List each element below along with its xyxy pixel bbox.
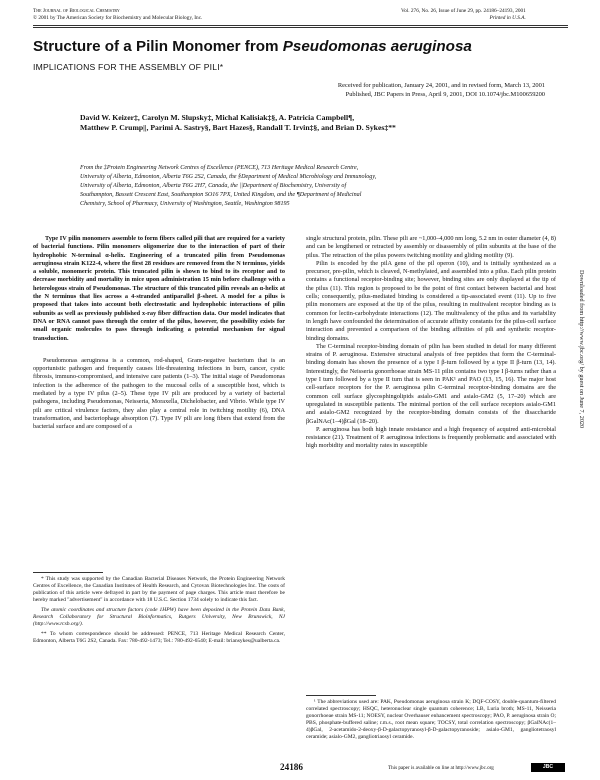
received-date: Received for publication, January 24, 2001, and in revised form, March 13, 2001 [337, 82, 545, 89]
affiliation-line-5: Chemistry, School of Pharmacy, University of Washington, Seattle, Washington 98195 [80, 201, 290, 208]
body-paragraph-2: Pilin is encoded by the pilA gene of the pil operon (10), and is initially synthesized as a precursor, pre-pilin, which is cleaved, N-methylated, and assembled into a pilus. Each pilin protein contains a functional receptor-binding site; however, binding sites are only displayed at the tip of the pilus (11). This region is proposed to be the point of first contact between bacterial and host cells; consequently, pilus-mediated binding is considered a tip-associated event (11). Up to five pilin monomers are exposed at the tip of the pilus, resulting in multivalent receptor binding as is common for lectin-carbohydrate interactions (12). The multivalency of the pilus and its variability in length have confounded the determination of accurate affinity constants for the pilus-cell surface interaction and prevented a comparison of the binding affinities of pili and synthetic receptor-binding domains. [306, 259, 556, 342]
copyright-line: © 2001 by The American Society for Biochemistry and Molecular Biology, Inc. [33, 14, 203, 21]
article-title [33, 38, 573, 55]
affiliation-line-2: University of Alberta, Edmonton, Alberta T6G 2S2, Canada, the §Department of Medical Microbiology and Immunology, [80, 174, 377, 181]
affiliation-line-4: Southampton, Bassett Crescent East, Southampton SO16 7PX, United Kingdom, and the ¶Department of Medicinal [80, 192, 362, 199]
header-rule-bottom [33, 27, 568, 28]
journal-header-right [401, 8, 526, 21]
affiliation-line-3: University of Alberta, Edmonton, Alberta T6G 2H7, Canada, the ||Department of Biochemistry, University of [80, 183, 347, 190]
abstract [33, 235, 285, 343]
footnote-rule-right [306, 695, 376, 696]
intro-paragraph-1: Pseudomonas aeruginosa is a common, rod-shaped, Gram-negative bacterium that is an opportunistic pathogen and frequently causes life-threatening infections in burn, cancer, cystic fibrosis, immuno-compromised, and intensive care patients (1–3). The initial stage of Pseudomonas infection is the adherence of the pathogen to the mucosal cells of a susceptible host, which is mediated by a type IV pilus (2–5). These type IV pili are produced by a variety of bacterial pathogens, including Pseudomonas, Neisseria, Moraxella, Dichelobacter, and Vibrio. While type IV pili are critical virulence factors, they also play a central role in twitching motility (6), DNA transformation, and bacteriophage absorption (7). Type IV pili are long fibers that extend from the bacterial surface and are composed of a [33, 356, 285, 431]
body-paragraph-3: The C-terminal receptor-binding domain of pilin has been studied in detail for many different strains of P. aeruginosa. Extensive structural analysis of free peptides that form the C-terminal-binding domain has shown the presence of a type I β-turn followed by a type II β-turn (13, 14). Interestingly, the Neisseria gonorrhoeae strain MS-11 pilin contains two type I β-turns rather than a type I turn followed by a type II turn that is seen in PAK¹ and PAO (13, 15, 16). The major host cell-surface receptors for the P. aeruginosa pilin C-terminal receptor-binding domains are the common cell surface glycosphingolipids asialo-GM1 and asialo-GM2 (5, 17–20) which are upregulated in susceptible patients. The minimal portion of the cell surface receptors asialo-GM1 and asialo-GM2 recognized by the receptor-binding domain consists of the disaccharide βGalNAc(1–4)βGal (18–20). [306, 342, 556, 425]
body-paragraph-4: P. aeruginosa has both high innate resistance and a high frequency of acquired anti-microbial resistance (21). Treatment of P. aeruginosa infections is frequently problematic and associated with high morbidity and mortality rates in susceptible [306, 425, 556, 450]
abbreviations-footnote: ¹ The abbreviations used are: PAK, Pseudomonas aeruginosa strain K; DQF-COSY, double-quantum-filtered correlated spectroscopy; HSQC, heteronuclear single quantum coherence; LB, Luria broth; MS-11, Neisseria gonorrhoeae strain MS-11; NOESY, nuclear Overhauser enhancement spectroscopy; PAO, P. aeruginosa strain O; PBS, phosphate-buffered saline; r.m.s., root mean square; TOCSY, total correlation spectroscopy; βGalNAc(1–4)βGal, 2-acetamido-2-deoxy-β-D-galactopyranosyl-β-D-galactopyranoside; asialo-GM1, gangliotetraosyl ceramide; asialo-GM2, gangliotriaosyl ceramide. [306, 699, 556, 741]
article-title-species: Pseudomonas aeruginosa [282, 38, 472, 55]
jbc-logo: JBC [531, 763, 565, 772]
right-column [306, 235, 556, 451]
pdb-footnote: The atomic coordinates and structure factors (code 1HPW) have been deposited in the Protein Data Bank, Research Collaboratory for Structural Bioinformatics, Rutgers University, New Brunswick, NJ (http://www.rcsb.org/). [33, 606, 285, 628]
footnote-rule-left [33, 572, 103, 573]
article-title-main: Structure of a Pilin Monomer from [33, 38, 283, 55]
correspondence-footnote: ** To whom correspondence should be addressed: PENCE, 713 Heritage Medical Research Center, Edmonton, Alberta T6G 2S2, Canada. Fax: 780-492-1473; Tel.: 780-492-6540; E-mail: briansykes@ualberta.ca. [33, 630, 285, 644]
funding-footnote: * This study was supported by the Canadian Bacterial Diseases Network, the Protein Engineering Network Centres of Excellence, the Canadian Institutes of Health Research, and Cytovax Biotechnologies Inc. The costs of publication of this article were defrayed in part by the payment of page charges. This article must therefore be hereby marked "advertisement" in accordance with 18 U.S.C. Section 1734 solely to indicate this fact. [33, 576, 285, 604]
header-rule-top [33, 25, 568, 26]
abstract-text: Type IV pilin monomers assemble to form fibers called pili that are required for a variety of bacterial functions. Pilin monomers oligomerize due to the interaction of part of their hydrophobic N-terminal α-helix. Engineering of a truncated pilin from Pseudomonas aeruginosa strain K122-4, where the first 28 residues are removed from the N terminus, yields a soluble, monomeric protein. This truncated pilin is shown to bind to its receptor and to decrease morbidity and mortality in mice upon administration 15 min before challenge with a heterologous strain of Pseudomonas. The structure of this truncated pilin reveals an α-helix at the N terminus that lies across a 4-stranded antiparallel β-sheet. A model for a pilus is proposed that takes into account both electrostatic and hydrophobic interactions of pilin subunits as well as previously published x-ray fiber diffraction data. Our model indicates that DNA or RNA cannot pass through the center of the pilus, however, the possibility exists for small organic molecules to pass through indicating a potential mechanism for signal transduction. [33, 235, 285, 342]
article-subtitle: IMPLICATIONS FOR THE ASSEMBLY OF PILI* [33, 62, 224, 72]
download-watermark: Downloaded from http://www.jbc.org/ by guest on June 7, 2020 [578, 270, 585, 429]
published-doi: Published, JBC Papers in Press, April 9, 2001, DOI 10.1074/jbc.M100659200 [345, 90, 545, 98]
printed-line: Printed in U.S.A. [489, 14, 526, 21]
affiliation-line-1: From the ‡Protein Engineering Network Centres of Excellence (PENCE), 713 Heritage Medical Research Centre, [80, 165, 359, 171]
left-column [33, 235, 285, 432]
author-list [80, 113, 550, 133]
volume-line: Vol. 276, No. 26, Issue of June 29, pp. 24186–24193, 2001 [401, 8, 526, 14]
body-paragraph-1: single structural protein, pilin. These pili are ~1,000–4,000 nm long, 5.2 nm in outer diameter (4, 8) and can be lengthened or retracted by assembly or disassembly of pilin subunits at the base of the pilus. The retraction of the pilus powers twitching motility and gliding motility (9). [306, 235, 556, 259]
journal-name: The Journal of Biological Chemistry [33, 8, 120, 14]
footnotes-left [33, 576, 285, 648]
publication-history [225, 82, 545, 99]
author-line-2: Matthew P. Crump||, Parimi A. Sastry§, Bart Hazes§, Randall T. Irvin‡§, and Brian D. Sykes‡** [80, 123, 396, 133]
page-number: 24186 [280, 762, 303, 772]
online-availability-note: This paper is available on line at http://www.jbc.org [388, 765, 494, 771]
affiliations [80, 164, 545, 209]
author-line-1: David W. Keizer‡, Carolyn M. Slupsky‡, Michal Kalisiak‡§, A. Patricia Campbell¶, [80, 113, 355, 122]
footnotes-right [306, 699, 556, 742]
journal-header-left [33, 8, 202, 21]
